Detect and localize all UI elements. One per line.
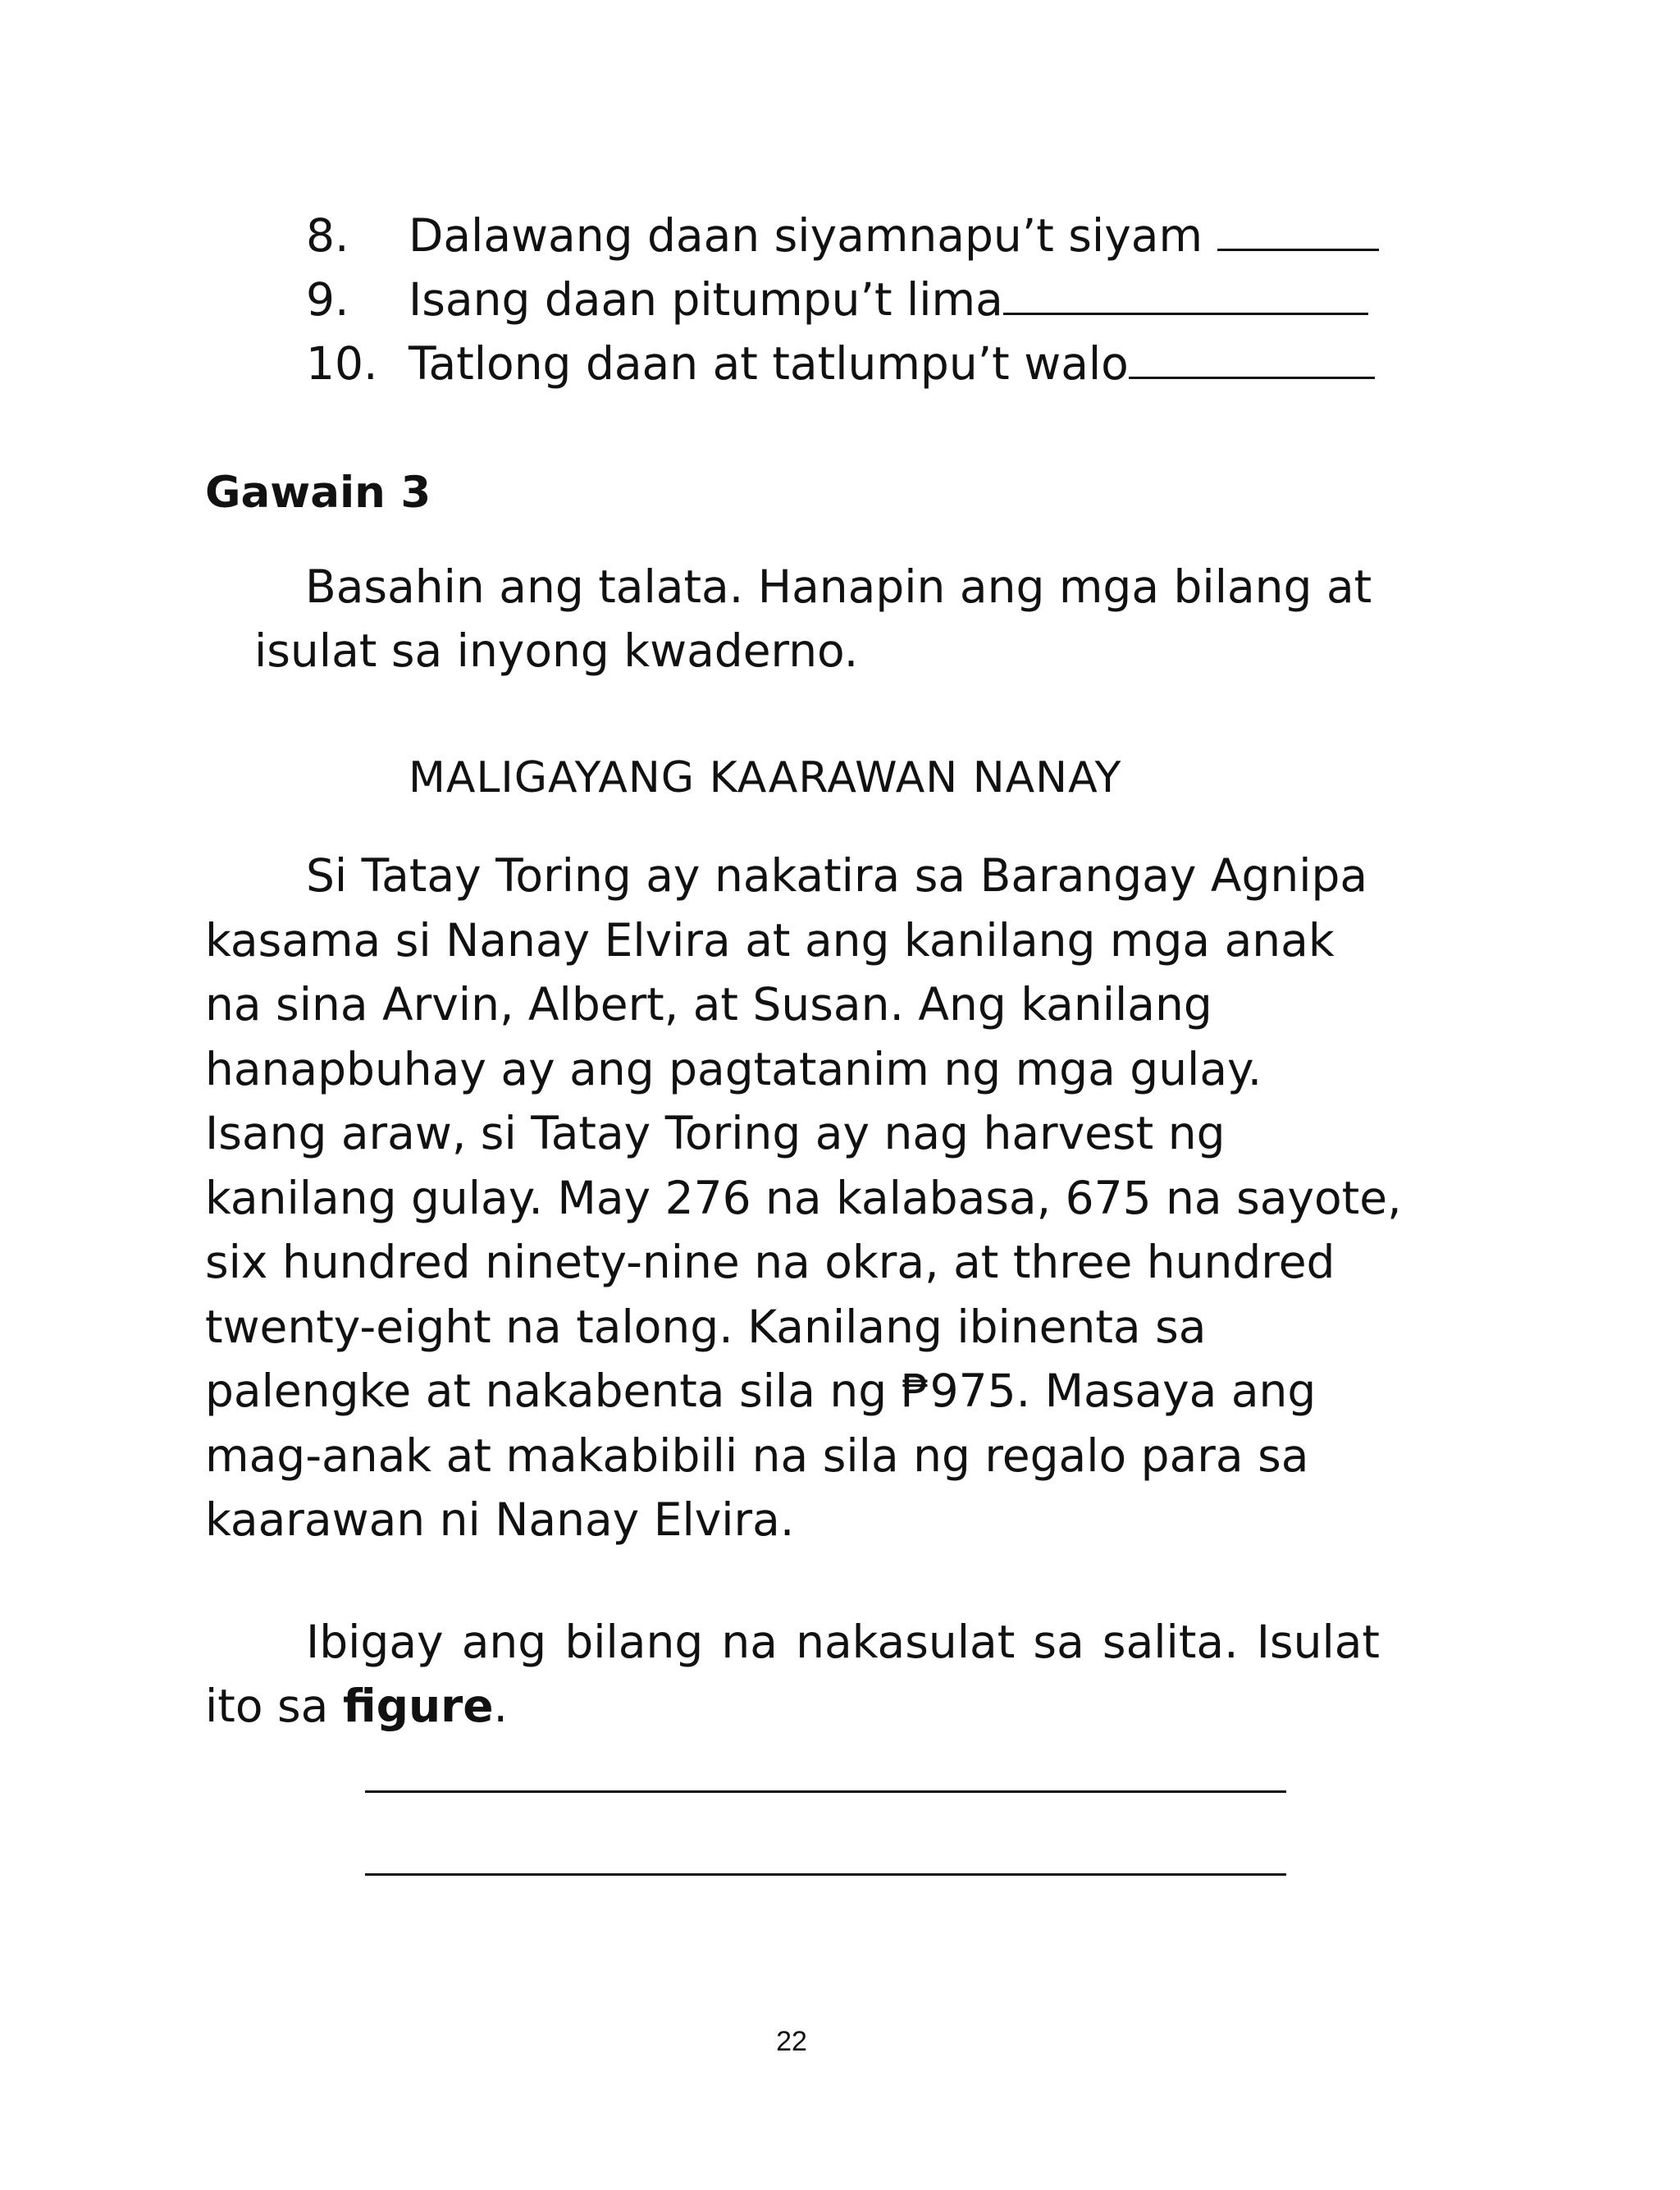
- list-item-number: 10.: [306, 337, 378, 390]
- story-line: mag-anak at makabibili na sila ng regalo para sa: [205, 1429, 1309, 1482]
- story-line: Isang araw, si Tatay Toring ay nag harvest ng: [205, 1107, 1226, 1159]
- question-prompt: [205, 1610, 1380, 1738]
- list-item-text: Dalawang daan siyamnapu’t siyam: [409, 209, 1217, 262]
- story-paragraph: [205, 844, 1402, 1552]
- story-line: na sina Arvin, Albert, at Susan. Ang kanilang: [205, 978, 1212, 1031]
- activity-instruction: Basahin ang talata. Hanapin ang mga bilang at isulat sa inyong kwaderno.: [254, 560, 1372, 677]
- story-line: kaarawan ni Nanay Elvira.: [205, 1493, 795, 1546]
- answer-blank[interactable]: [1003, 270, 1368, 315]
- story-title: MALIGAYANG KAARAWAN NANAY: [409, 753, 1122, 802]
- answer-blank[interactable]: [1129, 334, 1375, 379]
- list-item-9: [306, 267, 1368, 331]
- story-line: kasama si Nanay Elvira at ang kanilang mga anak: [205, 913, 1335, 967]
- story-line: Si Tatay Toring ay nakatira sa Barangay Agnipa: [306, 849, 1368, 902]
- story-line: kanilang gulay. May 276 na kalabasa, 675 na sayote,: [205, 1171, 1402, 1224]
- activity-heading: Gawain 3: [205, 468, 431, 518]
- answer-line[interactable]: [365, 1790, 1286, 1793]
- question-text: Ibigay ang bilang na nakasulat sa salita. Isulat ito sa: [205, 1616, 1380, 1732]
- list-item-text: Isang daan pitumpu’t lima: [409, 273, 1003, 326]
- story-line: palengke at nakabenta sila ng ₱975. Masaya ang: [205, 1365, 1317, 1417]
- answer-line[interactable]: [365, 1873, 1286, 1876]
- answer-blank[interactable]: [1217, 206, 1379, 251]
- list-item-number: 8.: [306, 209, 349, 262]
- story-line: twenty-eight na talong. Kanilang ibinenta sa: [205, 1300, 1207, 1353]
- question-text-end: .: [493, 1680, 509, 1732]
- list-item-8: [306, 203, 1379, 267]
- question-bold-word: figure: [342, 1680, 494, 1732]
- story-line: six hundred ninety-nine na okra, at three hundred: [205, 1236, 1335, 1288]
- list-item-number: 9.: [306, 273, 349, 326]
- story-line: hanapbuhay ay ang pagtatanim ng mga gulay.: [205, 1042, 1262, 1095]
- list-item-10: [306, 331, 1375, 395]
- list-item-text: Tatlong daan at tatlumpu’t walo: [409, 337, 1129, 390]
- page-number: 22: [776, 2026, 807, 2057]
